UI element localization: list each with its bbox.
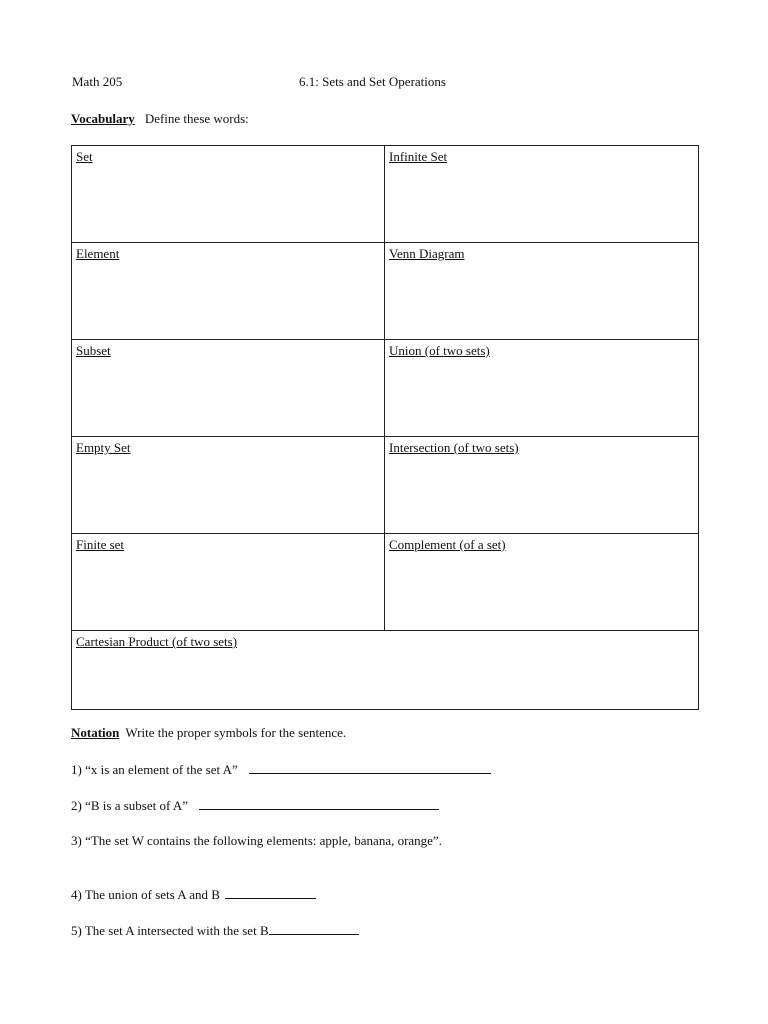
vocab-term: Complement (of a set) bbox=[389, 537, 506, 552]
vocab-term: Union (of two sets) bbox=[389, 343, 490, 358]
answer-blank[interactable] bbox=[249, 761, 491, 774]
question-text: 1) “x is an element of the set A” bbox=[71, 762, 238, 777]
vocab-term: Subset bbox=[76, 343, 111, 358]
vocab-term: Intersection (of two sets) bbox=[389, 440, 519, 455]
vocabulary-heading bbox=[71, 111, 249, 127]
definition-cell[interactable] bbox=[72, 243, 385, 340]
definition-cell[interactable] bbox=[72, 437, 385, 534]
vocab-term: Venn Diagram bbox=[389, 246, 465, 261]
notation-label: Notation bbox=[71, 725, 120, 740]
definition-cell[interactable] bbox=[72, 340, 385, 437]
notation-heading bbox=[71, 725, 346, 741]
question-text: 3) “The set W contains the following elements: apple, banana, orange”. bbox=[71, 833, 442, 848]
vocab-term: Cartesian Product (of two sets) bbox=[76, 634, 238, 649]
question-5 bbox=[71, 922, 359, 939]
definition-cell[interactable] bbox=[72, 534, 385, 631]
definition-cell[interactable] bbox=[72, 146, 385, 243]
definition-cell[interactable] bbox=[72, 631, 699, 710]
vocabulary-label: Vocabulary bbox=[71, 111, 135, 126]
question-4 bbox=[71, 886, 316, 903]
table-row bbox=[72, 534, 699, 631]
question-2 bbox=[71, 797, 439, 814]
table-row bbox=[72, 340, 699, 437]
table-row bbox=[72, 243, 699, 340]
definition-cell[interactable] bbox=[385, 146, 699, 243]
page-title: 6.1: Sets and Set Operations bbox=[299, 74, 446, 89]
answer-blank[interactable] bbox=[199, 797, 439, 810]
question-text: 5) The set A intersected with the set B bbox=[71, 923, 269, 938]
definition-cell[interactable] bbox=[385, 340, 699, 437]
answer-blank[interactable] bbox=[225, 886, 316, 899]
table-row bbox=[72, 437, 699, 534]
table-row bbox=[72, 631, 699, 710]
definition-cell[interactable] bbox=[385, 243, 699, 340]
notation-instruction: Write the proper symbols for the sentence. bbox=[125, 725, 347, 740]
question-3 bbox=[71, 833, 442, 849]
question-text: 4) The union of sets A and B bbox=[71, 887, 220, 902]
table-row bbox=[72, 146, 699, 243]
vocab-term: Empty Set bbox=[76, 440, 131, 455]
vocab-term: Infinite Set bbox=[389, 149, 448, 164]
question-1 bbox=[71, 761, 491, 778]
vocab-term: Element bbox=[76, 246, 120, 261]
course-name: Math 205 bbox=[72, 74, 123, 89]
vocabulary-table bbox=[71, 145, 699, 710]
vocabulary-instruction: Define these words: bbox=[144, 111, 249, 126]
definition-cell[interactable] bbox=[385, 534, 699, 631]
question-text: 2) “B is a subset of A” bbox=[71, 798, 188, 813]
vocab-term: Finite set bbox=[76, 537, 125, 552]
vocab-term: Set bbox=[76, 149, 93, 164]
answer-blank[interactable] bbox=[269, 922, 359, 935]
definition-cell[interactable] bbox=[385, 437, 699, 534]
